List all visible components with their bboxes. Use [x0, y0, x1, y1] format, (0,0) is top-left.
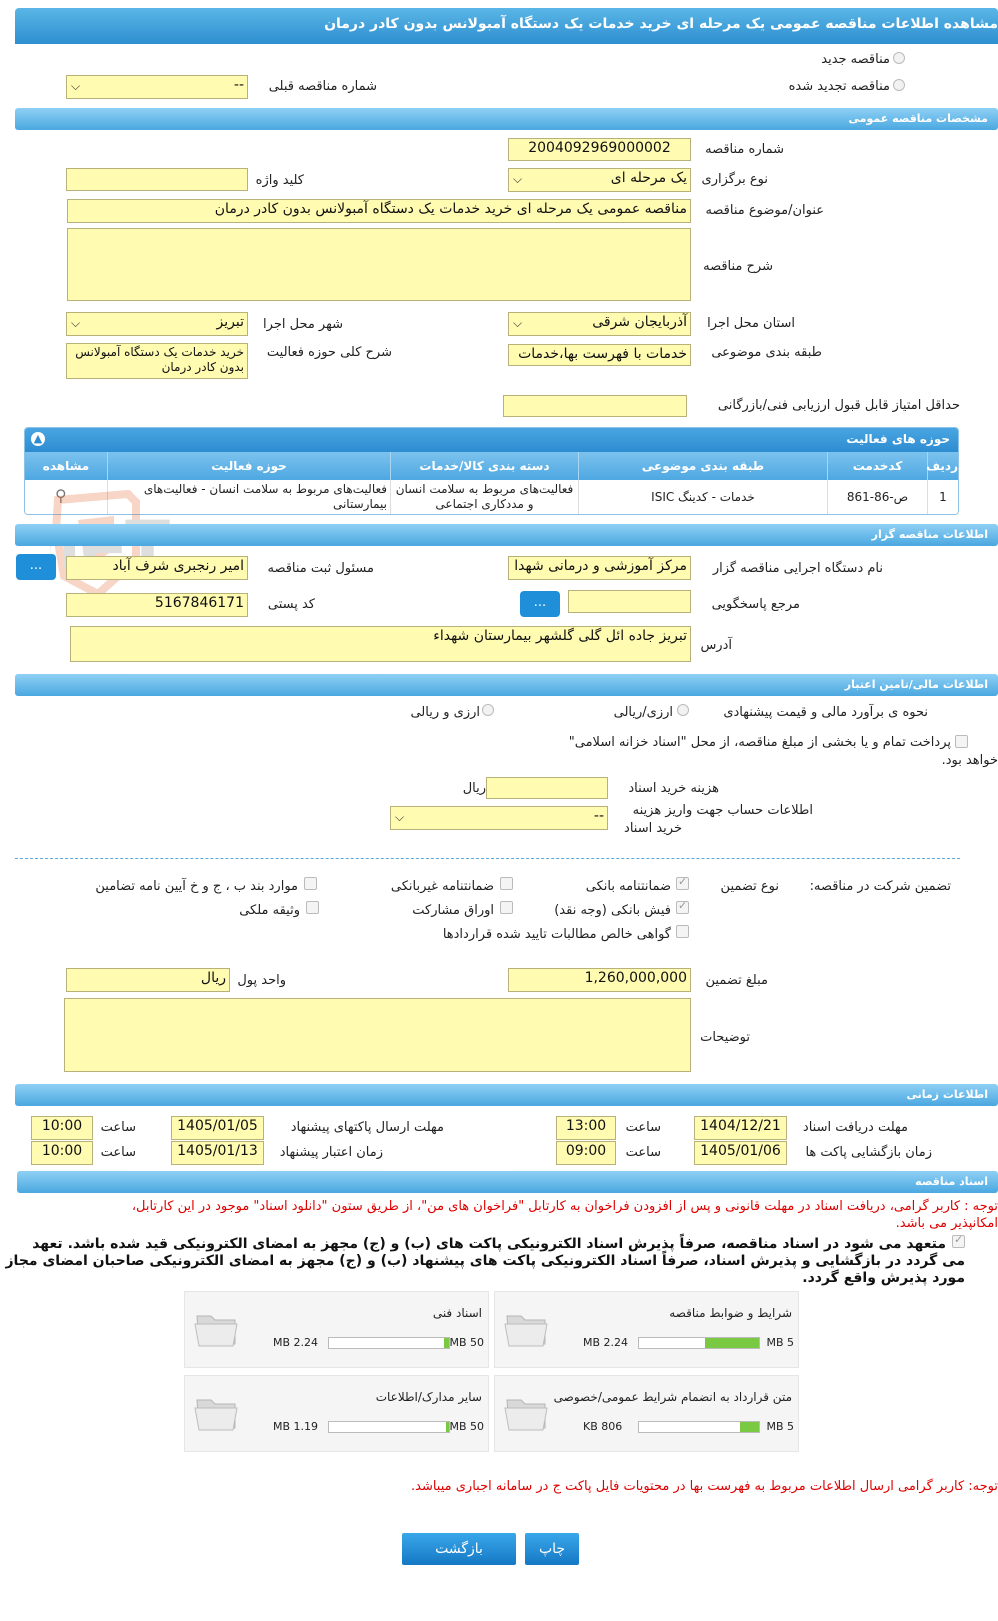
commit-text-1: متعهد می شود در اسناد مناقصه، صرفاً پذیرش اسناد الکترونیکی پاکت های (ب) و (ج) مجهز به امضای الکترونیکی قید شده باشد. تعهد — [32, 1236, 946, 1252]
back-button[interactable]: بازگشت — [402, 1533, 516, 1565]
notes-field[interactable] — [64, 998, 691, 1072]
section-timing: اطلاعات زمانی — [15, 1084, 998, 1106]
reference-label: مرجع پاسخگویی — [711, 597, 800, 612]
folder-icon — [503, 1306, 551, 1348]
send-date-field[interactable]: 1405/01/05 — [171, 1116, 264, 1140]
tender-number-label: شماره مناقصه — [705, 142, 784, 157]
bank-guarantee-label: ضمانتنامه بانکی — [585, 879, 671, 894]
col-group: دسته بندی کالا/خدمات — [390, 452, 578, 480]
receive-deadline-label: مهلت دریافت اسناد — [802, 1120, 908, 1135]
category-label: طبقه بندی موضوعی — [711, 345, 822, 360]
tender-number-field[interactable]: 2004092969000002 — [508, 138, 691, 161]
file-size: 2.24 MB — [273, 1336, 319, 1349]
guarantee-type-label: نوع تضمین — [720, 879, 779, 894]
file-size: 2.24 MB — [583, 1336, 629, 1349]
file-progress — [328, 1337, 450, 1349]
col-view: مشاهده — [42, 459, 90, 473]
radio-new-tender[interactable] — [893, 52, 905, 64]
opening-hour-field[interactable]: 09:00 — [556, 1141, 616, 1165]
radio-renewed-tender[interactable] — [893, 79, 905, 91]
bonds-checkbox[interactable] — [500, 901, 513, 914]
cell-row: 1 — [927, 480, 958, 514]
folder-icon — [503, 1390, 551, 1432]
validity-label: زمان اعتبار پیشنهاد — [279, 1145, 383, 1160]
tender-desc-label: شرح مناقصه — [703, 259, 773, 274]
radio-both[interactable] — [482, 704, 494, 716]
holding-type-label: نوع برگزاری — [701, 172, 768, 187]
radio-rial[interactable] — [677, 704, 689, 716]
chevron-down-icon: ⌵ — [71, 316, 81, 330]
bank-guarantee-checkbox[interactable] — [676, 877, 689, 890]
file-title: متن قرارداد به انضمام شرایط عمومی/خصوصی — [553, 1390, 792, 1404]
responsible-label: مسئول ثبت مناقصه — [267, 561, 374, 576]
prev-tender-label: شماره مناقصه قبلی — [268, 79, 377, 94]
bank-receipt-label: فیش بانکی (وجه نقد) — [554, 903, 671, 918]
activity-scope-label: شرح کلی حوزه فعالیت — [266, 345, 392, 360]
receive-date-field[interactable]: 1404/12/21 — [694, 1116, 787, 1140]
activity-scope-field[interactable]: خرید خدمات یک دستگاه آمبولانس بدون کادر درمان — [66, 343, 248, 379]
province-select[interactable]: ⌵ آذربایجان شرقی — [508, 312, 691, 336]
file-title: اسناد فنی — [432, 1306, 482, 1320]
bank-receipt-checkbox[interactable] — [676, 901, 689, 914]
org-label: نام دستگاه اجرایی مناقصه گزار — [712, 561, 883, 576]
print-button[interactable]: چاپ — [525, 1533, 579, 1565]
receive-time-label: ساعت — [625, 1120, 661, 1135]
min-score-label: حداقل امتیاز قابل قبول ارزیابی فنی/بازرگانی — [717, 398, 960, 413]
docs-note-2: امکانپذیر می باشد. — [895, 1216, 998, 1231]
amount-field[interactable]: 1,260,000,000 — [508, 968, 691, 992]
section-documents: اسناد مناقصه — [17, 1171, 998, 1193]
address-field[interactable]: تبریز جاده ائل گلی گلشهر بیمارستان شهداء — [70, 626, 691, 662]
amount-label: مبلغ تضمین — [705, 973, 768, 988]
doc-cost-label: هزینه خرید اسناد — [628, 781, 719, 796]
org-field[interactable]: مرکز آموزشی و درمانی شهدا — [508, 556, 691, 580]
reference-picker-button[interactable]: ... — [520, 591, 560, 617]
col-row: ردیف — [927, 452, 958, 480]
treasury-text-2: خواهد بود. — [941, 753, 998, 768]
tender-title-field[interactable]: مناقصه عمومی یک مرحله ای خرید خدمات یک دستگاه آمبولانس بدون کادر درمان — [67, 199, 691, 223]
file-max-size: 5 MB — [766, 1336, 794, 1349]
file-card[interactable] — [494, 1375, 799, 1452]
province-label: استان محل اجرا — [707, 316, 795, 331]
min-score-field[interactable] — [503, 395, 687, 417]
file-title: شرایط و ضوابط مناقصه — [669, 1306, 792, 1320]
radio-rial-label: ارزی/ریالی — [613, 705, 673, 720]
holding-type-select[interactable]: ⌵ یک مرحله ای — [508, 168, 691, 192]
section-organizer: اطلاعات مناقصه گزار — [15, 524, 998, 546]
keyword-field[interactable] — [66, 168, 248, 191]
cell-group: فعالیت‌های مربوط به سلامت انسان و مددکاری اجتماعی — [390, 480, 578, 514]
account-select[interactable]: ⌵ -- — [390, 806, 608, 830]
chevron-down-icon: ⌵ — [71, 79, 81, 93]
validity-time-label: ساعت — [100, 1145, 136, 1160]
commit-text-2: می گردد در بازگشایی و پذیرش اسناد، صرفاً اسناد الکترونیکی پاکت های پیشنهاد (ب) و (ج) مجهز به امضای الکترونیکی صاحبان امضای مجاز — [5, 1253, 965, 1269]
address-label: آدرس — [700, 638, 732, 653]
nonbank-guarantee-checkbox[interactable] — [500, 877, 513, 890]
activities-grid-title: حوزه های فعالیت ▲ — [25, 428, 958, 452]
page-title-bar — [15, 8, 998, 44]
file-max-size: 50 MB — [449, 1420, 484, 1433]
file-card[interactable] — [184, 1291, 489, 1368]
commit-text-3: مورد پذیرش واقع گردد. — [802, 1270, 965, 1286]
notes-label: توضیحات — [700, 1030, 750, 1045]
responsible-field[interactable]: امیر رنجبری شرف آباد — [66, 556, 248, 580]
file-title: سایر مدارک/اطلاعات — [375, 1390, 482, 1404]
currency-label: واحد پول — [237, 973, 286, 988]
col-field: حوزه فعالیت — [107, 452, 390, 480]
property-label: وثیقه ملکی — [239, 903, 300, 918]
opening-hour-label: ساعت — [625, 1145, 661, 1160]
magnifier-icon[interactable]: ⚲ — [55, 486, 67, 505]
postal-code-label: کد پستی — [267, 597, 315, 612]
chevron-down-icon: ⌵ — [513, 172, 523, 186]
docs-note: توجه : کاربر گرامی، دریافت اسناد در مهلت قانونی و پس از افزودن فراخوان به کارتابل "فراخوان های من"، از طریق ستون "دانلود اسناد" موجود در این کارتابل، — [131, 1199, 998, 1214]
folder-icon — [193, 1390, 241, 1432]
cell-code: ص-86-861 — [827, 480, 927, 514]
account-label-2: خرید اسناد — [624, 821, 682, 836]
treasury-checkbox[interactable] — [955, 735, 968, 748]
file-size: 1.19 MB — [273, 1420, 319, 1433]
category-field[interactable]: خدمات با فهرست بها،خدمات — [508, 344, 691, 366]
doc-cost-field[interactable] — [486, 777, 608, 799]
radio-renewed-tender-label: مناقصه تجدید شده — [788, 79, 890, 94]
send-time-label: ساعت — [100, 1120, 136, 1135]
file-max-size: 50 MB — [449, 1336, 484, 1349]
prev-tender-select[interactable]: ⌵ -- — [66, 75, 248, 99]
guarantee-title: تضمین شرکت در مناقصه: — [809, 879, 951, 894]
cell-field: فعالیت‌های مربوط به سلامت انسان - فعالیت‌های بیمارستانی — [107, 480, 390, 514]
divider — [15, 858, 960, 859]
receive-time-field[interactable]: 13:00 — [556, 1116, 616, 1140]
file-progress — [328, 1421, 450, 1433]
radio-both-label: ارزی و ریالی — [410, 705, 480, 720]
chevron-down-icon: ⌵ — [513, 316, 523, 330]
property-checkbox[interactable] — [306, 901, 319, 914]
city-label: شهر محل اجرا — [263, 317, 343, 332]
col-code: کدخدمت — [827, 452, 927, 480]
cell-category: خدمات - کدینگ ISIC — [578, 480, 827, 514]
city-select[interactable]: ⌵ تبریز — [66, 312, 248, 336]
tender-desc-field[interactable] — [67, 228, 691, 301]
nonbank-guarantee-label: ضمانتنامه غیربانکی — [390, 879, 494, 894]
section-finance: اطلاعات مالی/تامین اعتبار — [15, 674, 998, 696]
reference-field[interactable] — [568, 590, 691, 613]
items-bpjk-checkbox[interactable] — [304, 877, 317, 890]
activities-grid-header — [25, 452, 958, 480]
responsible-picker-button[interactable]: ... — [16, 554, 56, 580]
validity-date-field[interactable]: 1405/01/13 — [171, 1141, 264, 1165]
tender-title-label: عنوان/موضوع مناقصه — [705, 203, 824, 218]
chevron-down-icon: ⌵ — [395, 810, 405, 824]
currency-field[interactable]: ریال — [66, 968, 230, 992]
price-list-note: توجه: کاربر گرامی ارسال اطلاعات مربوط به فهرست بها در محتویات فایل پاکت ج در سامانه اجباری میباشد. — [411, 1479, 998, 1494]
radio-new-tender-label: مناقصه جدید — [821, 52, 890, 67]
send-deadline-label: مهلت ارسال پاکتهای پیشنهاد — [290, 1120, 444, 1135]
keyword-label: کلید واژه — [255, 173, 304, 188]
file-max-size: 5 MB — [766, 1420, 794, 1433]
items-bpjk-label: موارد بند ب ، ج و خ آیین نامه تضامین — [95, 879, 298, 894]
claims-label: گواهی خالص مطالبات تایید شده قراردادها — [442, 927, 671, 942]
file-card[interactable] — [494, 1291, 799, 1368]
account-label: اطلاعات حساب جهت واریز هزینه — [632, 803, 813, 818]
section-general: مشخصات مناقصه عمومی — [15, 108, 998, 130]
estimate-label: نحوه ی برآورد مالی و قیمت پیشنهادی — [723, 705, 928, 720]
page-title: مشاهده اطلاعات مناقصه عمومی یک مرحله ای خرید خدمات یک دستگاه آمبولانس بدون کادر درمان — [324, 16, 998, 32]
file-card[interactable] — [184, 1375, 489, 1452]
commit-checkbox[interactable] — [952, 1235, 965, 1248]
folder-icon — [193, 1306, 241, 1348]
claims-checkbox[interactable] — [676, 925, 689, 938]
file-size: 806 KB — [583, 1420, 623, 1433]
opening-time-label: زمان بازگشایی پاکت ها — [805, 1145, 932, 1160]
opening-date-field[interactable]: 1405/01/06 — [694, 1141, 787, 1165]
treasury-text: پرداخت تمام و یا بخشی از مبلغ مناقصه، از محل "اسناد خزانه اسلامی" — [568, 735, 951, 750]
collapse-icon[interactable]: ▲ — [31, 432, 45, 446]
send-time-field[interactable]: 10:00 — [31, 1116, 93, 1140]
file-progress — [638, 1337, 760, 1349]
file-progress — [638, 1421, 760, 1433]
bonds-label: اوراق مشارکت — [412, 903, 494, 918]
col-category: طبقه بندی موضوعی — [578, 452, 827, 480]
doc-cost-unit: ریال — [462, 781, 486, 796]
postal-code-field[interactable]: 5167846171 — [66, 593, 248, 617]
validity-time-field[interactable]: 10:00 — [31, 1141, 93, 1165]
